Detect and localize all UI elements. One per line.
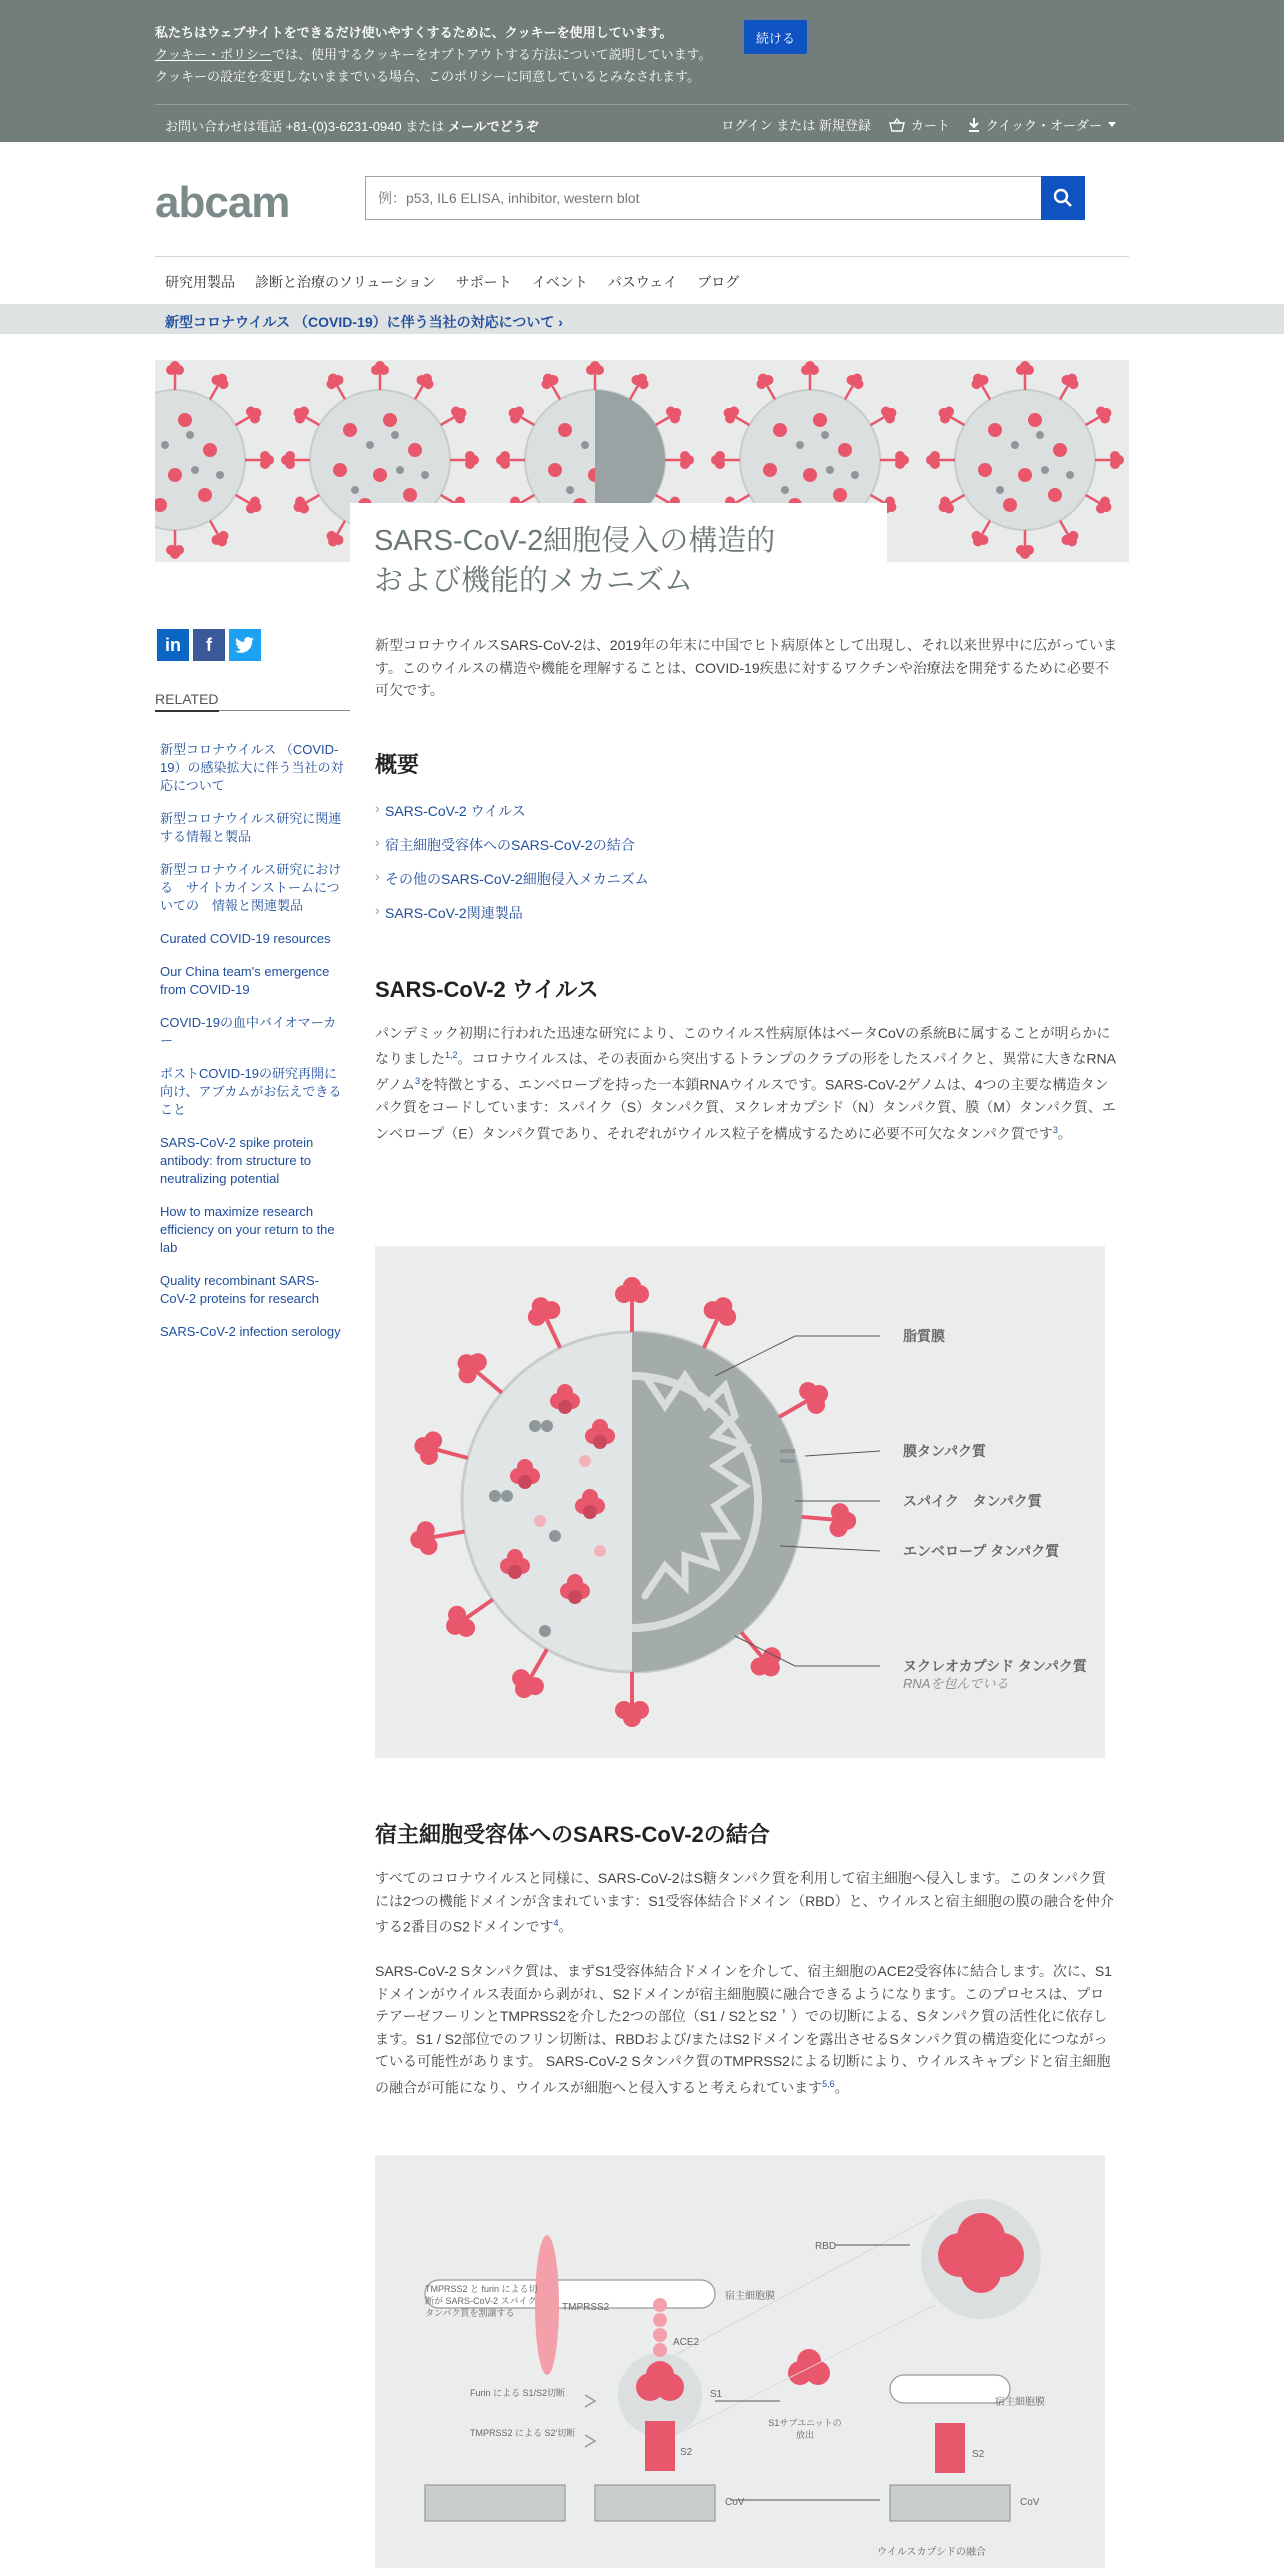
toc-item[interactable]: › 宿主細胞受容体へのSARS-CoV-2の結合: [375, 835, 1117, 855]
utility-bar: [0, 104, 1284, 142]
nav-diagnostics[interactable]: 診断と治療のソリューション: [255, 274, 436, 290]
label-furin-cleavage: Furin による S1/S2切断: [470, 2388, 566, 2398]
citation-link[interactable]: 5,6: [822, 2078, 835, 2089]
label-capsid-fusion: ウイルスカプシドの融合: [877, 2547, 986, 2558]
label-s2-fused: S2: [972, 2449, 985, 2460]
nav-support[interactable]: サポート: [455, 274, 512, 290]
login-link[interactable]: ログイン または 新規登録: [721, 118, 871, 133]
linkedin-icon[interactable]: in: [157, 629, 189, 661]
related-item[interactable]: SARS-CoV-2 spike protein antibody: from structure to neutralizing potential: [160, 1135, 314, 1186]
virus-paragraph: パンデミック初期に行われた迅速な研究により、このウイルス性病原体はベータCoVの系統Bに属することが明らかになりました$^{1,2}$。コロナウイルスは、その表面から突出するトランプのクラブの形をしたスパイクと、異常に大きなRNAゲノム$^3$を特徴とする、エンベロープを持った一本鎖RNAウイルスです。SARS-CoV-2ゲノムは、4つの主要な構造タンパク質をコードしています：スパイク（S）タンパク質、ヌクレオカプシド（N）タンパク質、膜（M）タンパク質、エンベロープ（E）タンパク質であり、それぞれがウイルス粒子を構成するために必要不可欠なタンパク質です$^3$。: [375, 1024, 1116, 1142]
label-spike-protein: スパイク タンパク質: [903, 1493, 1042, 1509]
related-item[interactable]: COVID-19の血中バイオマーカー: [160, 1015, 337, 1048]
label-s2: S2: [680, 2447, 693, 2458]
cookie-banner: [0, 0, 1284, 104]
nav-divider: [155, 256, 1129, 257]
spike-binding-illustration: [375, 2155, 1105, 2568]
cart-label: カート: [910, 118, 950, 133]
nav-research-products[interactable]: 研究用製品: [165, 274, 235, 290]
virus-structure-illustration: [375, 1246, 1105, 1758]
label-host-membrane-right: 宿主細胞膜: [995, 2397, 1045, 2408]
virus-section-heading: SARS-CoV-2 ウイルス: [375, 976, 599, 1002]
utility-divider: [155, 104, 1129, 105]
binding-section-heading: 宿主細胞受容体へのSARS-CoV-2の結合: [375, 1822, 770, 1847]
related-item[interactable]: Quality recombinant SARS-CoV-2 proteins for research: [160, 1273, 319, 1306]
download-arrow-icon: [968, 118, 980, 132]
cookie-continue-button[interactable]: 続ける: [744, 20, 807, 54]
related-item[interactable]: 新型コロナウイルス （COVID-19）の感染拡大に伴う当社の対応について: [160, 742, 344, 793]
spike-binding-figure: [375, 2155, 1105, 2568]
contact-phone: お問い合わせは電話 +81-(0)3-6231-0940 または: [165, 119, 445, 134]
label-rna-note: RNAを包んでいる: [903, 1676, 1009, 1691]
binding-section: [375, 1818, 1117, 2099]
cookie-line3: クッキーの設定を変更しないままでいる場合、このポリシーに同意しているとみなされます。: [155, 69, 700, 84]
page-title-line2: および機能的メカニズム: [374, 565, 694, 597]
cookie-policy-link[interactable]: クッキー・ポリシー: [155, 47, 273, 62]
page-title-line1: SARS-CoV-2細胞侵入の構造的: [374, 525, 776, 557]
contact-email-link[interactable]: メールでどうぞ: [447, 119, 539, 134]
covid-banner: [0, 304, 1284, 334]
page-title: [374, 521, 863, 601]
abcam-logo[interactable]: abcam: [155, 178, 290, 227]
basket-icon: [889, 118, 905, 132]
related-item[interactable]: ポストCOVID-19の研究再開に向け、アブカムがお伝えできること: [160, 1066, 342, 1117]
label-cleavage-note: TMPRSS2 と furin による切断が SARS-CoV-2 スパイクタンパク質を割譲する: [425, 2284, 538, 2318]
related-item[interactable]: Our China team's emergence from COVID-19: [160, 964, 330, 997]
virus-structure-figure: [375, 1246, 1105, 1758]
label-tmprss2: TMPRSS2: [562, 2302, 610, 2313]
cookie-line1: 私たちはウェブサイトをできるだけ使いやすくするために、クッキーを使用しています。: [155, 25, 673, 40]
contact-info: [165, 116, 539, 135]
label-tmprss2-cleavage: TMPRSS2 による S2′切断: [470, 2428, 576, 2438]
related-item[interactable]: 新型コロナウイルス研究における サイトカインストームについての 情報と関連製品: [160, 862, 342, 913]
related-item[interactable]: 新型コロナウイルス研究に関連する情報と製品: [160, 811, 342, 844]
quick-order-dropdown[interactable]: [968, 115, 1116, 134]
related-item[interactable]: How to maximize research efficiency on your return to the lab: [160, 1204, 335, 1255]
nav-blog[interactable]: ブログ: [697, 274, 740, 290]
related-heading: RELATED: [155, 691, 350, 711]
article-content: [375, 634, 1117, 1145]
related-item[interactable]: Curated COVID-19 resources: [160, 931, 331, 946]
label-host-membrane: 宿主細胞膜: [725, 2291, 775, 2302]
label-membrane-protein: 膜タンパク質: [903, 1443, 987, 1459]
page-title-box: [350, 503, 887, 603]
search-input[interactable]: [366, 177, 1086, 219]
binding-paragraph-1: すべてのコロナウイルスと同様に、SARS-CoV-2はS糖タンパク質を利用して宿主細胞へ侵入します。このタンパク質には2つの機能ドメインが含まれています：S1受容体結合ドメイン（RBD）と、ウイルスと宿主細胞の膜の融合を仲介する2番目のS2ドメインです$^4$。: [375, 1870, 1114, 1935]
toc-item[interactable]: › その他のSARS-CoV-2細胞侵入メカニズム: [375, 869, 1117, 889]
cookie-text: [155, 22, 715, 88]
overview-toc: [375, 801, 1117, 923]
citation-link[interactable]: 3: [1052, 1124, 1058, 1135]
label-s1: S1: [710, 2389, 723, 2400]
label-cov: CoV: [725, 2497, 745, 2508]
label-cov-fused: CoV: [1020, 2497, 1040, 2508]
search-button[interactable]: [1041, 176, 1085, 220]
citation-link[interactable]: 3: [415, 1076, 421, 1087]
nav-events[interactable]: イベント: [531, 274, 588, 290]
twitter-icon[interactable]: [229, 629, 261, 661]
nav-pathways[interactable]: パスウェイ: [607, 274, 678, 290]
covid-banner-link[interactable]: 新型コロナウイルス （COVID-19）に伴う当社の対応について ›: [165, 314, 563, 330]
quick-order-label: クイック・オーダー: [985, 118, 1102, 133]
facebook-icon[interactable]: f: [193, 629, 225, 661]
label-ace2: ACE2: [673, 2337, 700, 2348]
cookie-line2: では、使用するクッキーをオプトアウトする方法について説明しています。: [272, 47, 712, 62]
search-box: [365, 176, 1085, 220]
label-s1-release: S1サブユニットの放出: [768, 2418, 842, 2440]
label-envelope-protein: エンベロープ タンパク質: [903, 1543, 1060, 1559]
related-list: [160, 741, 345, 1356]
intro-paragraph: 新型コロナウイルスSARS-CoV-2は、2019年の年末に中国でヒト病原体として出現し、それ以来世界中に広がっています。このウイルスの構造や機能を理解することは、COVID-19疾患に対するワクチンや治療法を開発するために必要不可欠です。: [375, 637, 1117, 698]
citation-link[interactable]: 4: [553, 1918, 559, 1928]
citation-link[interactable]: 1,2: [445, 1050, 458, 1060]
label-nucleocapsid-protein: ヌクレオカプシド タンパク質: [903, 1658, 1087, 1674]
related-item[interactable]: SARS-CoV-2 infection serology: [160, 1324, 341, 1339]
main-nav: [165, 272, 739, 292]
label-rbd: RBD: [815, 2241, 837, 2252]
social-share: [157, 629, 261, 661]
binding-paragraph-2: SARS-CoV-2 Sタンパク質は、まずS1受容体結合ドメインを介して、宿主細胞のACE2受容体に結合します。次に、S1ドメインがウイルス表面から剥がれ、S2ドメインが宿主細胞膜に融合できるようになります。このプロセスは、プロテアーゼフーリンとTMPRSS2を介した2つの部位（S1 / S2とS2＇）での切断による、Sタンパク質の活性化に依存します。S1 / S2部位でのフリン切断は、RBDおよび/またはS2ドメインを露出させるSタンパク質の構造変化につながっている可能性があります。 SARS-CoV-2 Sタンパク質のTMPRSS2による切断により、ウイルスキャプシドと宿主細胞の融合が可能になり、ウイルスが細胞へと侵入すると考えられています$^{5,6}$。: [375, 1963, 1112, 2096]
overview-heading: 概要: [375, 751, 420, 777]
toc-item[interactable]: › SARS-CoV-2 ウイルス: [375, 801, 1117, 821]
search-icon: [1053, 188, 1073, 208]
toc-item[interactable]: › SARS-CoV-2関連製品: [375, 903, 1117, 923]
caret-down-icon: [1108, 122, 1116, 127]
label-lipid-membrane: 脂質膜: [903, 1328, 945, 1344]
cart-link[interactable]: [889, 115, 950, 134]
